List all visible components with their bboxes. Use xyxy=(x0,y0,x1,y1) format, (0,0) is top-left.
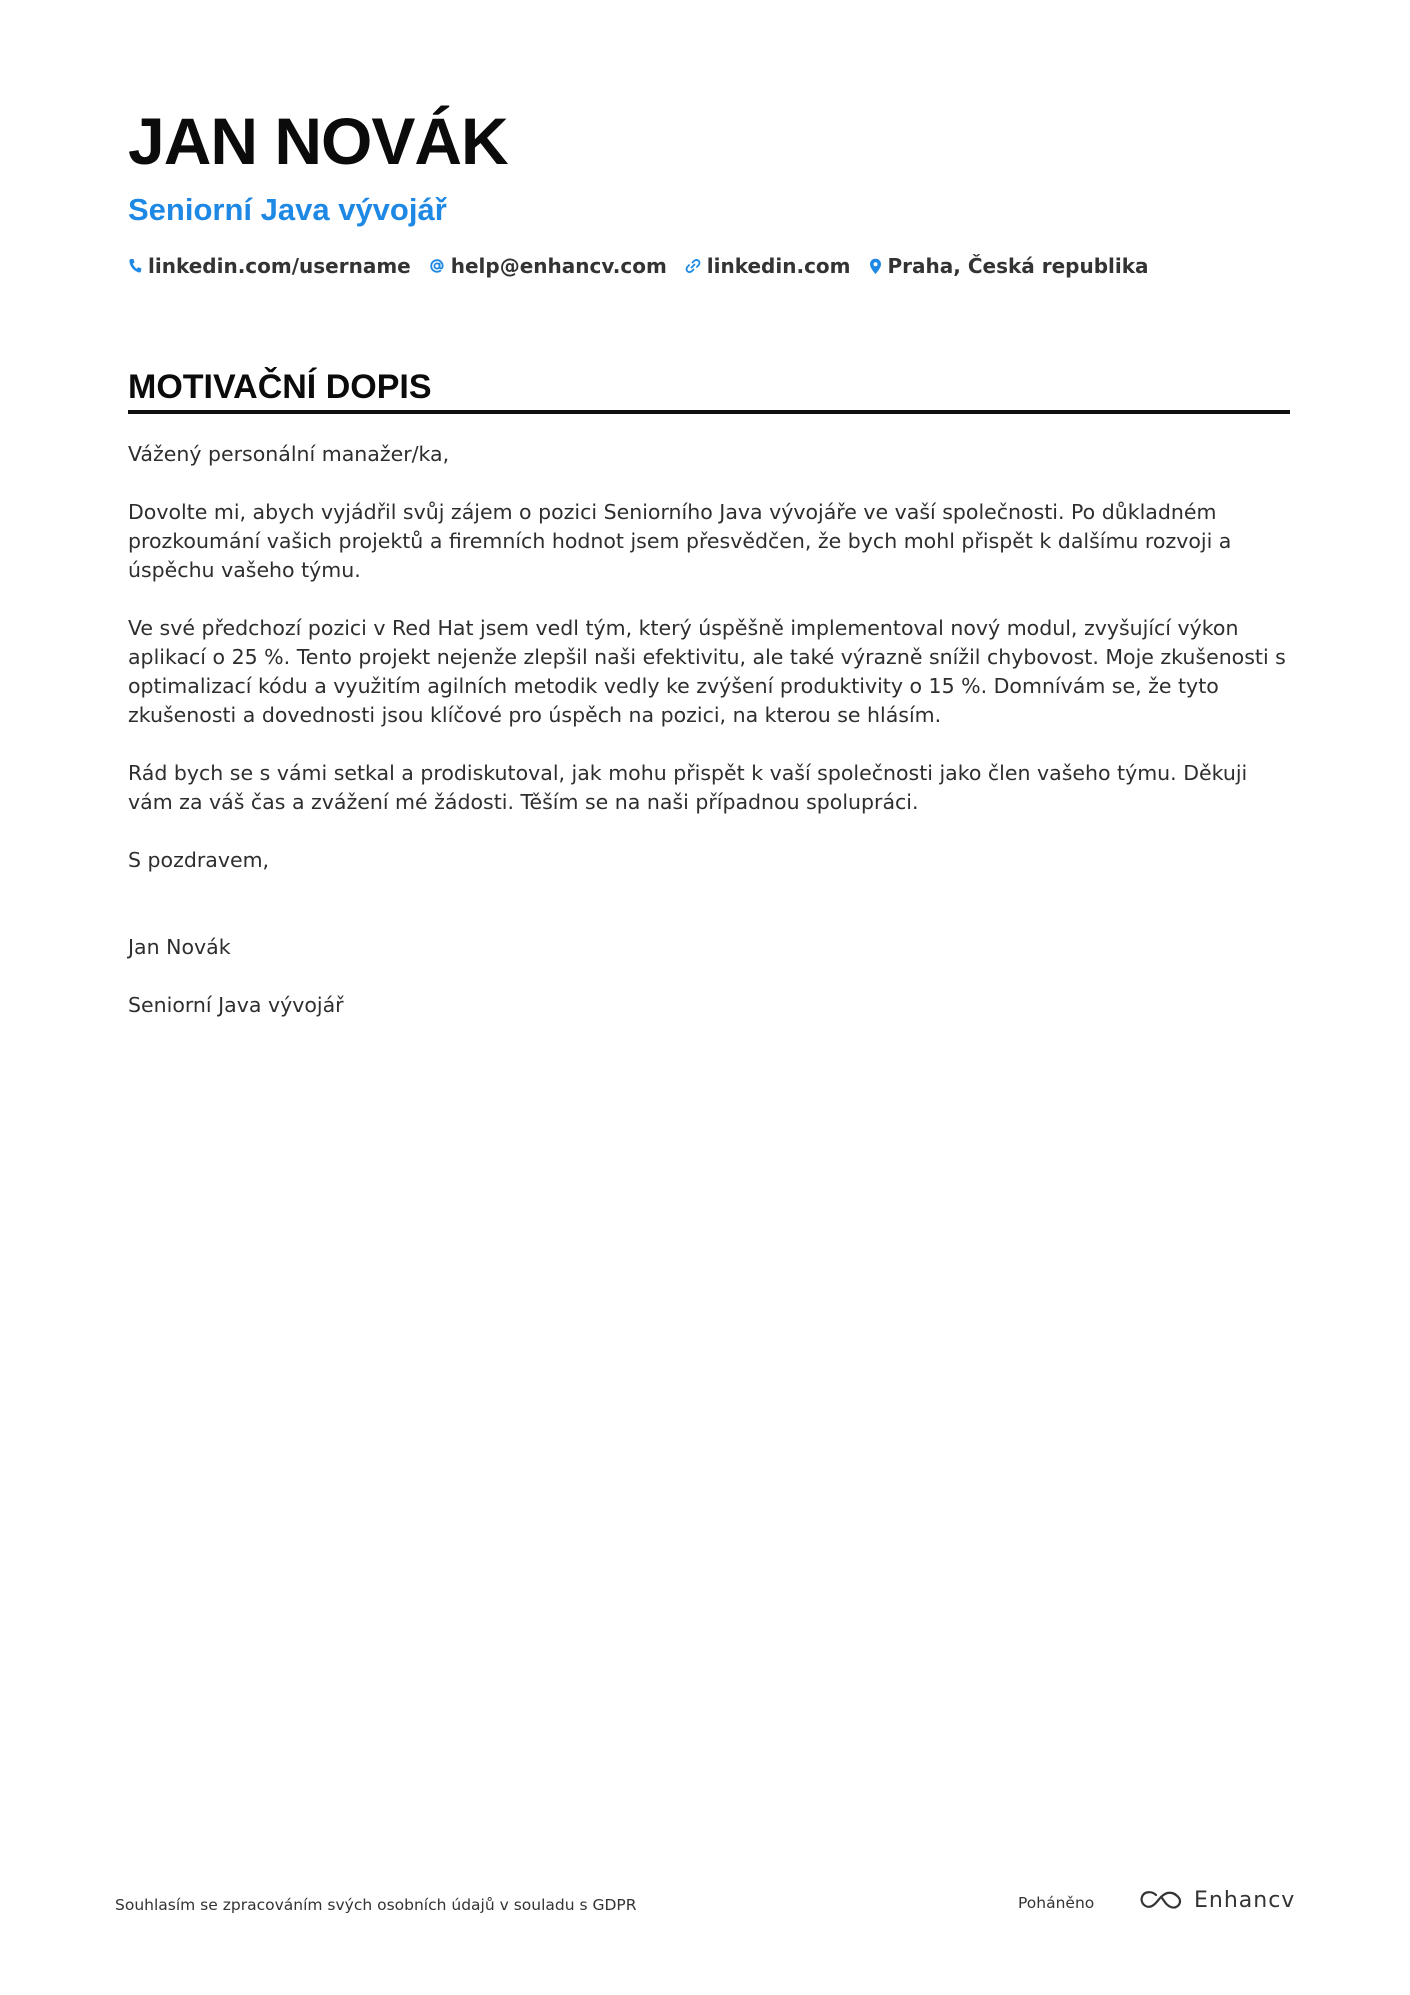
section-title: MOTIVAČNÍ DOPIS xyxy=(128,368,432,406)
gdpr-consent: Souhlasím se zpracováním svých osobních údajů v souladu s GDPR xyxy=(115,1896,637,1914)
applicant-role: Seniorní Java vývojář xyxy=(128,192,447,227)
salutation: Vážený personální manažer/ka, xyxy=(128,442,450,466)
contact-phone-text: linkedin.com/username xyxy=(148,254,411,278)
contact-email[interactable] xyxy=(429,254,667,278)
letter-paragraph: Ve své předchozí pozici v Red Hat jsem vedl tým, který úspěšně implementoval nový modul, zvyšující výkon aplikací o 25 %. Tento projekt nejenže zlepšil naši efektivitu, ale také výrazně snížil chybovost. Moje zkušenosti s optimalizací kódu a využitím agilních metodik vedly ke zvýšení produktivity o 15 %. Domnívám se, že tyto zkušenosti a dovednosti jsou klíčové pro úspěch na pozici, na kterou se hlásím. xyxy=(128,616,1286,727)
contact-email-text: help@enhancv.com xyxy=(450,254,667,278)
signature-name: Jan Novák xyxy=(128,935,231,959)
enhancv-logo[interactable] xyxy=(1138,1888,1295,1913)
powered-by-label: Poháněno xyxy=(1018,1894,1095,1912)
contact-link-text: linkedin.com xyxy=(706,254,851,278)
phone-icon xyxy=(128,258,142,274)
signature-role: Seniorní Java vývojář xyxy=(128,993,344,1017)
contact-link[interactable] xyxy=(685,254,851,278)
contact-location-text: Praha, Česká republika xyxy=(887,254,1149,278)
enhancv-brand: Enhancv xyxy=(1194,1888,1296,1913)
enhancv-logo-icon xyxy=(1138,1889,1184,1913)
location-pin-icon xyxy=(869,258,882,275)
letter-paragraph: Dovolte mi, abych vyjádřil svůj zájem o pozici Seniorního Java vývojáře ve vaší společnosti. Po důkladném prozkoumání vašich projektů a firemních hodnot jsem přesvědčen, že bych mohl přispět k dalšímu rozvoji a úspěchu vašeho týmu. xyxy=(128,500,1232,582)
contact-location xyxy=(869,254,1149,278)
contact-phone[interactable] xyxy=(128,254,411,278)
letter-body xyxy=(128,440,1293,1049)
letter-paragraph: Rád bych se s vámi setkal a prodiskutoval, jak mohu přispět k vaší společnosti jako člen vašeho týmu. Děkuji vám za váš čas a zvážení mé žádosti. Těším se na naši případnou spolupráci. xyxy=(128,761,1248,814)
applicant-name: JAN NOVÁK xyxy=(128,104,508,178)
at-icon xyxy=(429,258,445,274)
section-divider xyxy=(128,410,1290,414)
closing: S pozdravem, xyxy=(128,848,270,872)
contact-bar xyxy=(128,254,1167,278)
link-icon xyxy=(685,258,701,274)
